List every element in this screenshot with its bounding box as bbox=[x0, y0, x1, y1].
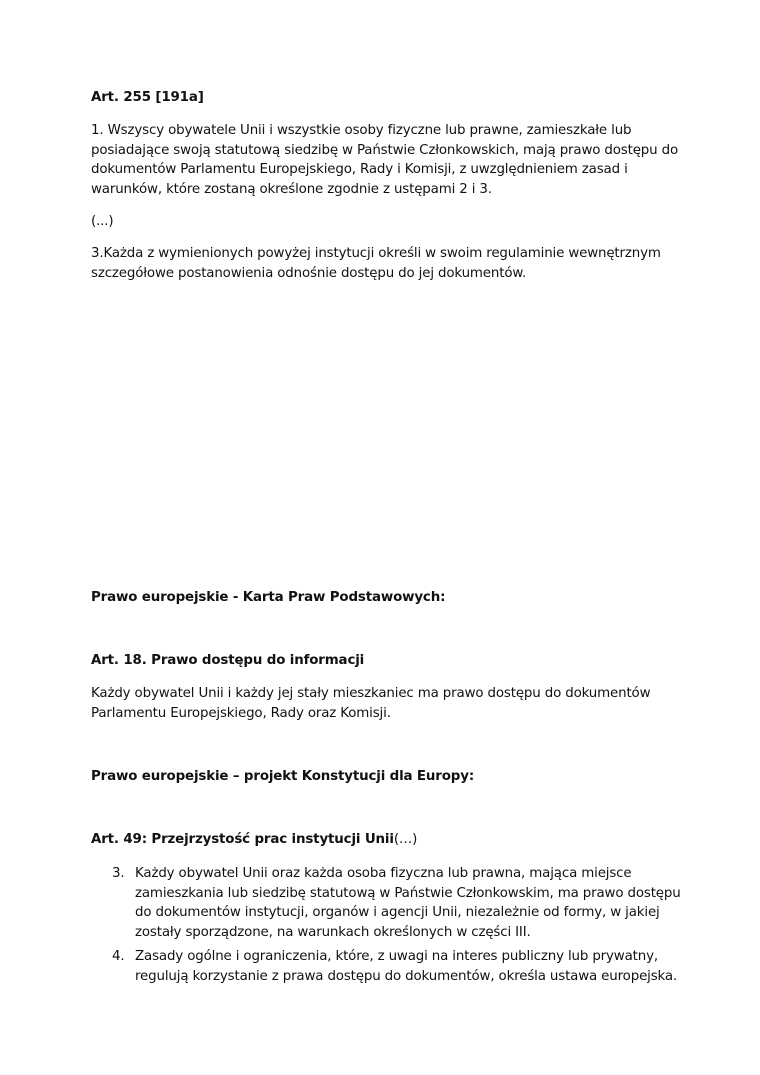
list-item-number: 4. bbox=[112, 949, 125, 964]
text-line: 1. Wszyscy obywatele Unii i wszystkie osoby fizyczne lub prawne, zamieszkałe lub bbox=[91, 123, 632, 138]
art255-paragraph-3 bbox=[91, 244, 671, 283]
text-line: Zasady ogólne i ograniczenia, które, z uwagi na interes publiczny lub prywatny, bbox=[135, 949, 658, 964]
charter-section-heading: Prawo europejskie - Karta Praw Podstawowych: bbox=[91, 590, 446, 605]
art255-ellipsis: (...) bbox=[91, 214, 114, 229]
text-line: zostały sporządzone, na warunkach określonych w części III. bbox=[135, 924, 531, 940]
charter-article-heading: Art. 18. Prawo dostępu do informacji bbox=[91, 653, 365, 668]
text-line: warunków, które zostaną określone zgodnie z ustępami 2 i 3. bbox=[91, 181, 492, 197]
charter-article-text bbox=[91, 684, 671, 723]
constitution-section-heading: Prawo europejskie – projekt Konstytucji dla Europy: bbox=[91, 769, 475, 784]
list-item bbox=[135, 864, 681, 942]
text-line: Każdy obywatel Unii i każdy jej stały mieszkaniec ma prawo dostępu do dokumentów bbox=[91, 686, 651, 701]
constitution-article-title: Art. 49: Przejrzystość prac instytucji Unii bbox=[91, 832, 394, 847]
constitution-article-ellipsis: (…) bbox=[393, 832, 418, 847]
art255-heading: Art. 255 [191a] bbox=[91, 90, 204, 105]
text-line: szczegółowe postanowienia odnośnie dostępu do jej dokumentów. bbox=[91, 265, 527, 281]
art255-paragraph-1 bbox=[91, 121, 678, 199]
constitution-article-heading bbox=[91, 830, 417, 850]
text-line: posiadające swoją statutową siedzibę w Państwie Członkowskich, mają prawo dostępu do bbox=[91, 142, 678, 158]
text-line: 3.Każda z wymienionych powyżej instytucji określi w swoim regulaminie wewnętrznym bbox=[91, 246, 661, 261]
list-item bbox=[135, 947, 678, 986]
text-line: regulują korzystanie z prawa dostępu do dokumentów, określa ustawa europejska. bbox=[135, 968, 678, 984]
text-line: Każdy obywatel Unii oraz każda osoba fizyczna lub prawna, mająca miejsce bbox=[135, 866, 632, 881]
text-line: dokumentów Parlamentu Europejskiego, Rady i Komisji, z uwzględnieniem zasad i bbox=[91, 162, 628, 177]
text-line: zamieszkania lub siedzibę statutową w Państwie Członkowskim, ma prawo dostępu bbox=[135, 885, 681, 901]
list-item-number: 3. bbox=[112, 866, 125, 881]
text-line: Parlamentu Europejskiego, Rady oraz Komisji. bbox=[91, 705, 391, 721]
text-line: do dokumentów instytucji, organów i agencji Unii, niezależnie od formy, w jakiej bbox=[135, 905, 660, 920]
